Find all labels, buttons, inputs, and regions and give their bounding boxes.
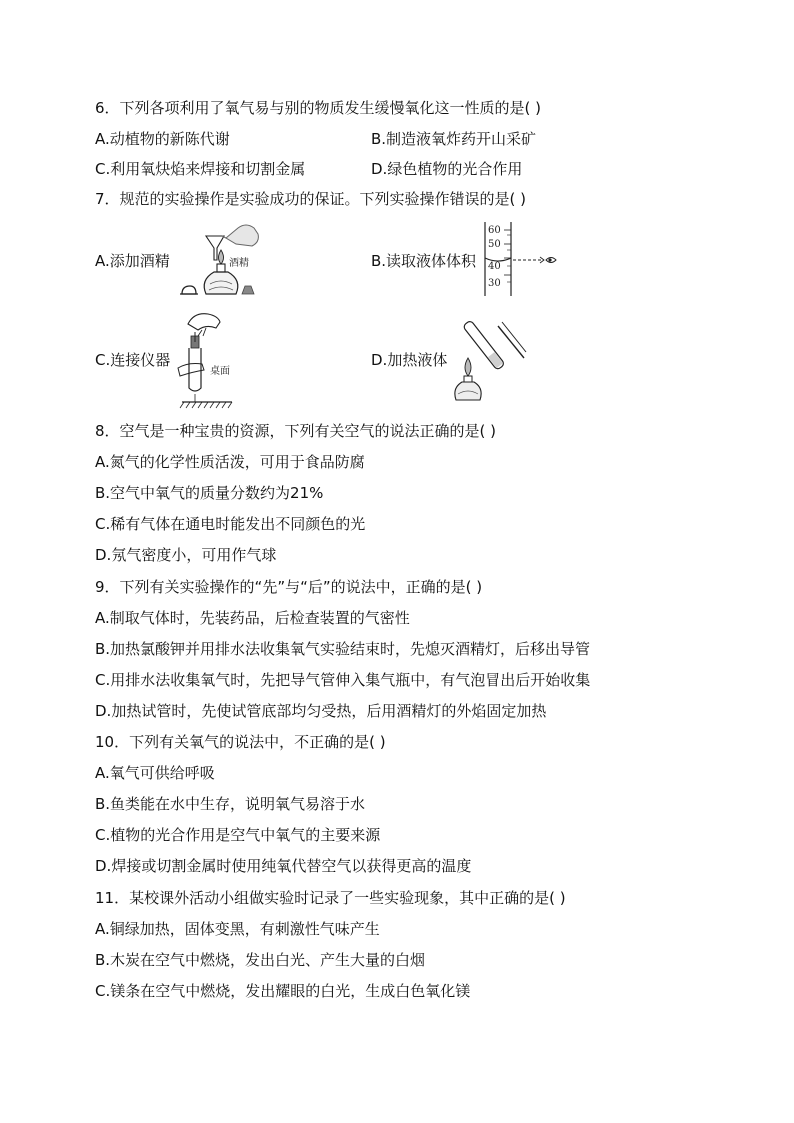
q6-option-a: A.动植物的新陈代谢 [95,130,230,148]
tick-60: 60 [488,225,501,236]
q9-option-b: B.加热氯酸钾并用排水法收集氧气实验结束时，先熄灭酒精灯，后移出导管 [95,640,591,658]
table-label: 桌面 [210,366,230,377]
alcohol-lamp-refill-figure [176,220,266,300]
q6-stem: 6．下列各项利用了氧气易与别的物质发生缓慢氧化这一性质的是( ) [95,99,542,117]
q7-option-c: C.连接仪器 [95,351,171,369]
q7-option-b: B.读取液体体积 [371,252,477,270]
q7-stem: 7．规范的实验操作是实验成功的保证。下列实验操作错误的是( ) [95,190,527,208]
q11-stem: 11．某校课外活动小组做实验时记录了一些实验现象，其中正确的是( ) [95,889,566,907]
q8-option-c: C.稀有气体在通电时能发出不同颜色的光 [95,515,366,533]
q6-option-c: C.利用氧炔焰来焊接和切割金属 [95,160,306,178]
q8-option-a: A.氮气的化学性质活泼，可用于食品防腐 [95,453,365,471]
q10-stem: 10．下列有关氧气的说法中，不正确的是( ) [95,733,386,751]
alcohol-label: 酒精 [229,258,249,269]
heat-liquid-figure [452,314,528,402]
q6-option-b: B.制造液氧炸药开山采矿 [371,130,537,148]
q7-option-a: A.添加酒精 [95,252,170,270]
q9-stem: 9．下列有关实验操作的“先”与“后”的说法中，正确的是( ) [95,578,483,596]
q9-option-c: C.用排水法收集氧气时，先把导气管伸入集气瓶中，有气泡冒出后开始收集 [95,671,591,689]
q10-option-a: A.氧气可供给呼吸 [95,764,215,782]
q6-option-d: D.绿色植物的光合作用 [371,160,523,178]
tick-50: 50 [488,239,501,250]
q9-option-d: D.加热试管时，先使试管底部均匀受热，后用酒精灯的外焰固定加热 [95,702,547,720]
q10-option-d: D.焊接或切割金属时使用纯氧代替空气以获得更高的温度 [95,857,472,875]
q10-option-b: B.鱼类能在水中生存，说明氧气易溶于水 [95,795,366,813]
q11-option-a: A.铜绿加热，固体变黑，有刺激性气味产生 [95,920,380,938]
tick-30: 30 [488,278,501,289]
q7-option-d: D.加热液体 [371,351,448,369]
q11-option-c: C.镁条在空气中燃烧，发出耀眼的白光，生成白色氧化镁 [95,982,471,1000]
q10-option-c: C.植物的光合作用是空气中氧气的主要来源 [95,826,381,844]
q8-option-b: B.空气中氧气的质量分数约为21% [95,484,324,502]
q8-stem: 8．空气是一种宝贵的资源，下列有关空气的说法正确的是( ) [95,422,497,440]
graduated-cylinder-figure [480,220,560,300]
q8-option-d: D.氖气密度小，可用作气球 [95,546,277,564]
q9-option-a: A.制取气体时，先装药品，后检查装置的气密性 [95,609,410,627]
connect-apparatus-figure [176,306,266,410]
tick-40: 40 [488,261,501,272]
q11-option-b: B.木炭在空气中燃烧，发出白光、产生大量的白烟 [95,951,426,969]
